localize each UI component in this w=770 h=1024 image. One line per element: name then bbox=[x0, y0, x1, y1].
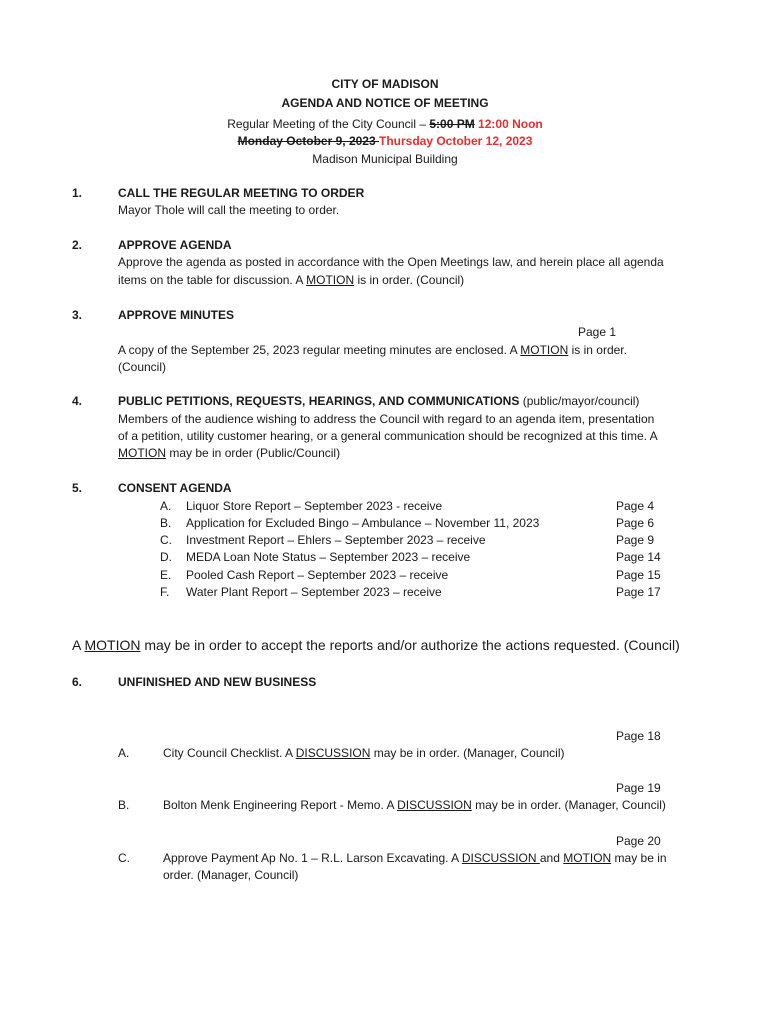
item-6b-text-pre: Bolton Menk Engineering Report - Memo. A bbox=[163, 798, 398, 812]
item-3-title: APPROVE MINUTES bbox=[118, 308, 235, 322]
item-4-title-suffix: (public/mayor/council) bbox=[519, 394, 640, 408]
consent-item-text: Liquor Store Report – September 2023 - receive bbox=[186, 499, 443, 513]
item-6a-discussion: DISCUSSION bbox=[295, 746, 371, 760]
consent-item-text: Investment Report – Ehlers – September 2023 – receive bbox=[186, 533, 486, 547]
item-2-text-line2 bbox=[118, 272, 464, 288]
item-3-motion: MOTION bbox=[520, 343, 569, 357]
consent-item-letter: B. bbox=[160, 516, 172, 530]
consent-item-letter: C. bbox=[160, 533, 172, 547]
consent-motion-line bbox=[72, 636, 680, 654]
item-3-number: 3. bbox=[72, 308, 83, 322]
item-6c-motion: MOTION bbox=[563, 851, 612, 865]
item-2-text-line1: Approve the agenda as posted in accordance with the Open Meetings law, and herein place all agenda bbox=[118, 255, 664, 269]
item-6c-discussion: DISCUSSION bbox=[461, 851, 540, 865]
item-4-title: PUBLIC PETITIONS, REQUESTS, HEARINGS, AND COMMUNICATIONS bbox=[118, 394, 520, 408]
new-time: 12:00 Noon bbox=[474, 117, 543, 131]
item-5-title: CONSENT AGENDA bbox=[118, 481, 232, 495]
item-4-text-line3 bbox=[118, 445, 340, 461]
item-6b-text bbox=[163, 797, 666, 813]
item-6c-text-pre: Approve Payment Ap No. 1 – R.L. Larson Excavating. A bbox=[163, 851, 462, 865]
item-6b-letter: B. bbox=[118, 798, 130, 812]
item-6a-text-post: may be in order. (Manager, Council) bbox=[370, 746, 565, 760]
consent-item-letter: A. bbox=[160, 499, 172, 513]
consent-item-text: Application for Excluded Bingo – Ambulance – November 11, 2023 bbox=[186, 516, 540, 530]
item-4-motion: MOTION bbox=[118, 446, 166, 460]
meeting-date-line bbox=[0, 133, 770, 149]
item-2-number: 2. bbox=[72, 238, 83, 252]
item-3-page-ref: Page 1 bbox=[578, 325, 617, 339]
consent-item-letter: D. bbox=[160, 550, 172, 564]
item-3-text-line2: (Council) bbox=[118, 360, 167, 374]
item-6b-page-ref: Page 19 bbox=[616, 781, 661, 795]
item-6c-text-line1 bbox=[163, 850, 667, 866]
item-6a-text-pre: City Council Checklist. A bbox=[163, 746, 296, 760]
item-4-text-line1: Members of the audience wishing to address the Council with regard to an agenda item, presentation bbox=[118, 412, 655, 426]
consent-item-text: Water Plant Report – September 2023 – receive bbox=[186, 585, 442, 599]
item-3-text-line1 bbox=[118, 342, 627, 358]
item-3-text-pre: A copy of the September 25, 2023 regular meeting minutes are enclosed. A bbox=[118, 343, 521, 357]
consent-motion: MOTION bbox=[84, 637, 141, 653]
item-6-number: 6. bbox=[72, 675, 83, 689]
item-6c-text-line2: order. (Manager, Council) bbox=[163, 868, 299, 882]
item-6c-text-mid: and bbox=[539, 851, 564, 865]
consent-motion-pre: A bbox=[72, 637, 85, 653]
item-6c-letter: C. bbox=[118, 851, 130, 865]
consent-item-page: Page 14 bbox=[616, 550, 661, 564]
consent-item-page: Page 4 bbox=[616, 499, 655, 513]
meeting-time-line bbox=[0, 116, 770, 132]
item-6c-page-ref: Page 20 bbox=[616, 834, 661, 848]
consent-item-page: Page 17 bbox=[616, 585, 661, 599]
old-date: Monday October 9, 2023 bbox=[237, 134, 379, 148]
consent-item-page: Page 6 bbox=[616, 516, 655, 530]
item-2-text-pre: items on the table for discussion. A bbox=[118, 273, 307, 287]
city-name: CITY OF MADISON bbox=[331, 77, 439, 91]
item-4-text-post: may be in order (Public/Council) bbox=[166, 446, 341, 460]
item-1-number: 1. bbox=[72, 186, 83, 200]
item-2-text-post: is in order. (Council) bbox=[354, 273, 465, 287]
item-4-number: 4. bbox=[72, 394, 83, 408]
item-6b-text-post: may be in order. (Manager, Council) bbox=[471, 798, 666, 812]
item-6-title: UNFINISHED AND NEW BUSINESS bbox=[118, 675, 317, 689]
item-1-text: Mayor Thole will call the meeting to order. bbox=[118, 203, 340, 217]
meeting-location: Madison Municipal Building bbox=[312, 152, 458, 166]
consent-item-page: Page 9 bbox=[616, 533, 655, 547]
consent-item-text: Pooled Cash Report – September 2023 – receive bbox=[186, 568, 449, 582]
agenda-title: AGENDA AND NOTICE OF MEETING bbox=[281, 96, 489, 110]
consent-item-text: MEDA Loan Note Status – September 2023 – receive bbox=[186, 550, 471, 564]
item-1-title: CALL THE REGULAR MEETING TO ORDER bbox=[118, 186, 365, 200]
consent-item-page: Page 15 bbox=[616, 568, 661, 582]
old-time: 5:00 PM bbox=[429, 117, 475, 131]
item-4-title-line bbox=[118, 393, 639, 409]
item-2-title: APPROVE AGENDA bbox=[118, 238, 232, 252]
item-5-number: 5. bbox=[72, 481, 83, 495]
consent-motion-post: may be in order to accept the reports and/or authorize the actions requested. (Council) bbox=[140, 637, 680, 653]
consent-item-letter: E. bbox=[160, 568, 172, 582]
new-date: Thursday October 12, 2023 bbox=[378, 134, 533, 148]
item-4-text-line2: of a petition, utility customer hearing, or a general communication should be recognized at this time. A bbox=[118, 429, 658, 443]
item-6b-discussion: DISCUSSION bbox=[397, 798, 472, 812]
item-2-motion: MOTION bbox=[306, 273, 355, 287]
item-6c-text-post: may be in bbox=[611, 851, 667, 865]
item-6a-letter: A. bbox=[118, 746, 130, 760]
consent-item-letter: F. bbox=[160, 585, 170, 599]
meeting-prefix: Regular Meeting of the City Council – bbox=[227, 117, 430, 131]
item-6a-text bbox=[163, 745, 565, 761]
item-3-text-post: is in order. bbox=[568, 343, 627, 357]
item-6a-page-ref: Page 18 bbox=[616, 729, 661, 743]
